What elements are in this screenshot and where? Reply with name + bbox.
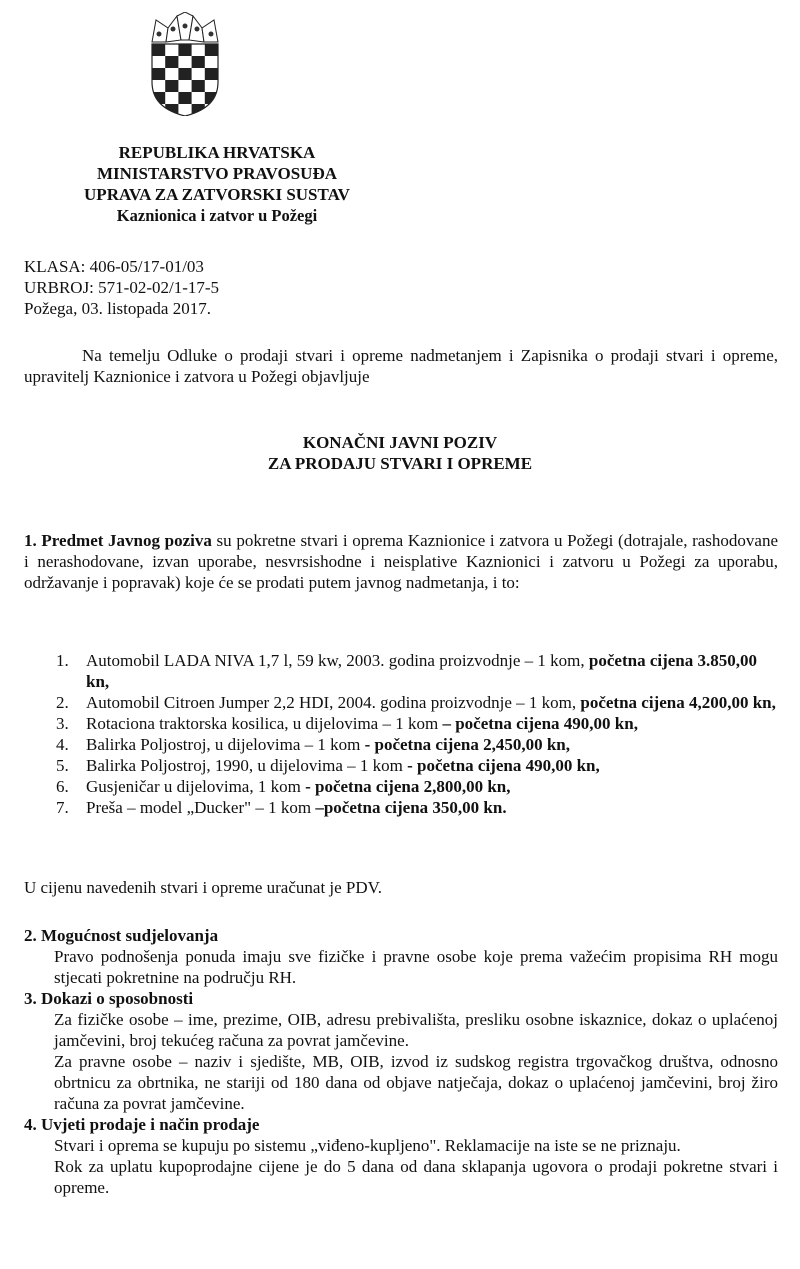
list-item [56, 734, 778, 755]
item-description: Automobil Citroen Jumper 2,2 HDI, 2004. godina proizvodnje – 1 kom, [86, 693, 581, 712]
section-eligibility-title: 3. Dokazi o sposobnosti [24, 989, 194, 1008]
list-item [56, 650, 778, 692]
item-number: 2. [56, 693, 69, 712]
item-description: Automobil LADA NIVA 1,7 l, 59 kw, 2003. godina proizvodnje – 1 kom, [86, 651, 589, 670]
item-price: - početna cijena 2,800,00 kn, [305, 777, 511, 796]
section-sale-terms-condition: Stvari i oprema se kupuju po sistemu „viđeno-kupljeno". Reklamacije na iste se ne priznaju. [54, 1136, 681, 1155]
item-number: 5. [56, 756, 69, 775]
intro-paragraph [24, 345, 778, 387]
vat-note: U cijenu navedenih stvari i opreme uračunat je PDV. [24, 878, 382, 897]
item-price: početna cijena 3.850,00 kn, [86, 651, 757, 691]
section-participation-title: 2. Mogućnost sudjelovanja [24, 926, 219, 945]
item-description: Preša – model „Ducker" – 1 kom [86, 798, 316, 817]
list-item [56, 797, 778, 818]
item-description: Gusjeničar u dijelovima, 1 kom [86, 777, 306, 796]
item-description: Balirka Poljostroj, u dijelovima – 1 kom [86, 735, 365, 754]
item-price: –početna cijena 350,00 kn. [315, 798, 507, 817]
header-line-ministry: MINISTARSTVO PRAVOSUĐA [96, 164, 338, 183]
section-participation-body [24, 946, 778, 988]
section-sale-terms-title: 4. Uvjeti prodaje i način prodaje [24, 1115, 260, 1134]
title-line-1: KONAČNI JAVNI POZIV [302, 433, 498, 452]
institution-header [62, 142, 372, 226]
klasa-number: KLASA: 406-05/17-01/03 [24, 257, 204, 276]
header-line-republic: REPUBLIKA HRVATSKA [118, 143, 316, 162]
list-item [56, 692, 778, 713]
item-number: 1. [56, 651, 69, 670]
section-eligibility-legal-persons: Za pravne osobe – naziv i sjedište, MB, OIB, izvod iz sudskog registra trgovačkog društva, odnosno obrtnicu za obrtnika, ne stariji od 180 dana od objave natječaja, dokaz o uplaćenoj jamčevini, broj žiro računa za povrat jamčevine. [54, 1052, 778, 1113]
section-participation-text: Pravo podnošenja ponuda imaju sve fizičke i pravne osobe koje prema važećim propisima RH mogu stjecati pokretnine na području RH. [54, 947, 778, 987]
document-meta [24, 256, 424, 319]
item-number: 6. [56, 777, 69, 796]
section-subject [24, 530, 778, 593]
item-description: Rotaciona traktorska kosilica, u dijelovima – 1 kom [86, 714, 443, 733]
title-line-2: ZA PRODAJU STVARI I OPREME [267, 454, 533, 473]
item-price: - početna cijena 2,450,00 kn, [364, 735, 571, 754]
list-item [56, 776, 778, 797]
list-item [56, 755, 778, 776]
document-title [0, 432, 800, 474]
coat-of-arms-icon [148, 12, 222, 116]
intro-text: Na temelju Odluke o prodaji stvari i opreme nadmetanjem i Zapisnika o prodaji stvari i opreme, upravitelj Kaznionice i zatvora u Požegi objavljuje [24, 346, 778, 386]
item-price: – početna cijena 490,00 kn, [442, 714, 638, 733]
item-price: - početna cijena 490,00 kn, [407, 756, 600, 775]
section-eligibility-body [24, 1009, 778, 1114]
item-number: 3. [56, 714, 69, 733]
item-price: početna cijena 4,200,00 kn, [580, 693, 776, 712]
header-line-institution: Kaznionica i zatvor u Požegi [116, 206, 318, 225]
section-sale-terms-body [24, 1135, 778, 1198]
item-number: 4. [56, 735, 69, 754]
section-eligibility-natural-persons: Za fizičke osobe – ime, prezime, OIB, adresu prebivališta, presliku osobne iskaznice, dokaz o uplaćenoj jamčevini, broj tekućeg računa za povrat jamčevine. [54, 1010, 778, 1050]
header-line-administration: UPRAVA ZA ZATVORSKI SUSTAV [84, 185, 350, 204]
item-number: 7. [56, 798, 69, 817]
place-date: Požega, 03. listopada 2017. [24, 299, 211, 318]
list-item [56, 713, 778, 734]
section-subject-label: 1. Predmet Javnog poziva [24, 531, 212, 550]
item-description: Balirka Poljostroj, 1990, u dijelovima – 1 kom [86, 756, 408, 775]
section-subject-text: su pokretne stvari i oprema Kaznionice i zatvora u Požegi (dotrajale, rashodovane i nerashodovane, izvan uporabe, nesvrsishodne i neisplative Kaznionici i zatvoru u Požegi za uporabu, održavanje i popravak) koje će se prodati putem javnog nadmetanja, i to: [24, 531, 779, 592]
conditions-sections [24, 925, 778, 1198]
section-subject-paragraph [24, 530, 778, 593]
items-list [56, 650, 778, 818]
section-sale-terms-payment: Rok za uplatu kupoprodajne cijene je do 5 dana od dana sklapanja ugovora o prodaji pokretne stvari i opreme. [54, 1157, 778, 1197]
urbroj-number: URBROJ: 571-02-02/1-17-5 [24, 278, 220, 297]
